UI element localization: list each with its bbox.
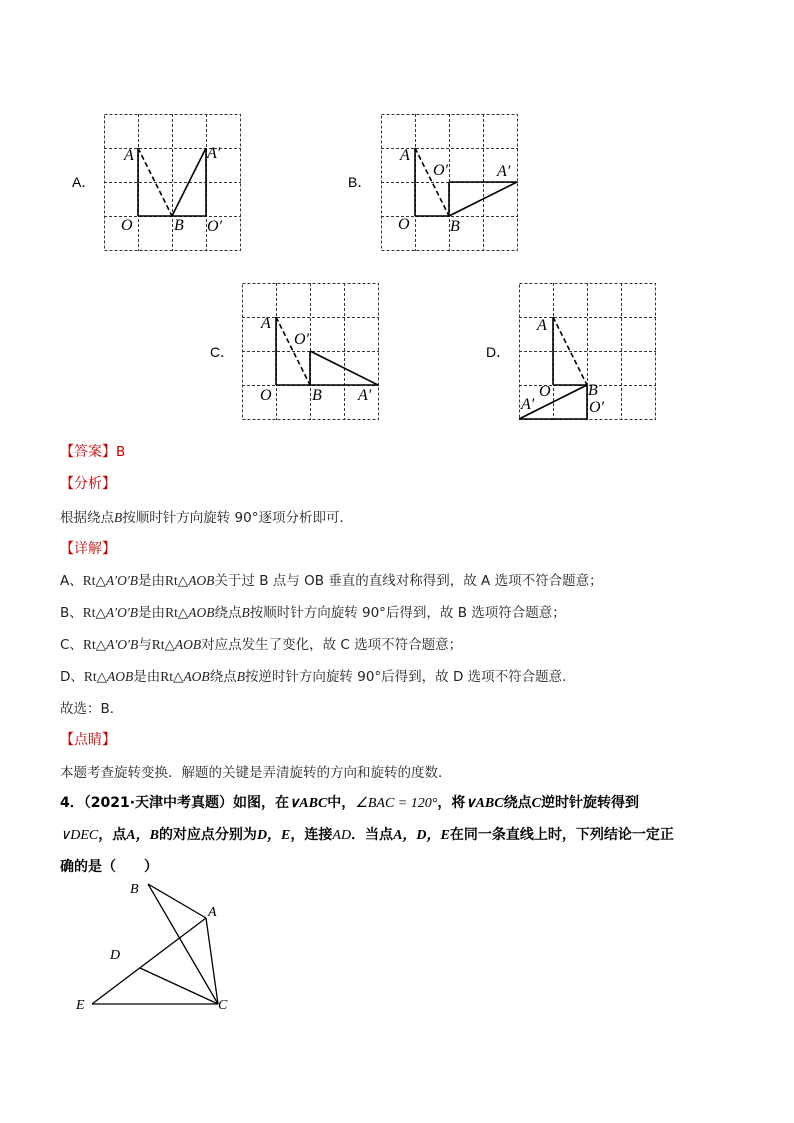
detail-b-tri2: AOB: [188, 605, 215, 620]
label-o: O: [260, 387, 272, 404]
detail-d-rest: 按逆时针方向旋转 90°后得到，故 D 选项不符合题意．: [244, 669, 576, 685]
detail-d-tri2: AOB: [183, 669, 210, 684]
option-b-figure: [381, 114, 518, 251]
label-o-prime: O′: [207, 218, 223, 235]
detail-tag-line: [60, 538, 116, 558]
label-o-prime: O′: [294, 331, 310, 348]
label-a: A: [261, 315, 271, 332]
detail-c-tri2: AOB: [174, 637, 202, 652]
segment-dc: [140, 968, 218, 1004]
label-a-prime: A′: [521, 396, 535, 413]
option-c-figure: [242, 283, 379, 420]
label-o-prime: O′: [589, 399, 605, 416]
segment-ba: [148, 884, 206, 918]
detail-d-rt2: Rt△: [160, 669, 184, 684]
detail-a-mid: 是由: [138, 573, 166, 589]
label-a: A: [537, 317, 547, 334]
q4-triangle-abc-2: ∨ABC: [465, 796, 504, 811]
detail-d-line: [60, 665, 576, 685]
analysis-text: [60, 506, 353, 526]
q4-label-e: E: [76, 998, 85, 1013]
detail-b-around: 绕点: [214, 605, 242, 621]
q4-triangle-diagram: [70, 878, 240, 1018]
comment-tag: 【点睛】: [60, 732, 116, 748]
q4-text-2a: ，点: [98, 827, 127, 843]
q4-triangle-dec: ∨DEC: [60, 828, 99, 843]
label-b: B: [588, 382, 598, 399]
detail-d-prefix: D、: [60, 669, 84, 685]
detail-d-rt1: Rt△: [83, 669, 108, 684]
option-d-figure: [519, 283, 656, 420]
detail-c-rt2: Rt△: [151, 637, 175, 652]
label-o: O: [539, 383, 551, 400]
q4-segment-ad: AD: [332, 828, 352, 843]
detail-c-rest: 对应点发生了变化，故 C 选项不符合题意；: [201, 637, 463, 653]
q4-text-1e: 逆时针旋转得到: [540, 795, 639, 811]
detail-a-tri1: A′O′B: [105, 573, 139, 588]
detail-a-prefix: A、: [60, 573, 83, 589]
q4-point-c: C: [531, 796, 541, 811]
answer-line: [60, 441, 125, 461]
q4-text-2d: ．当点: [351, 827, 394, 843]
question4-line1: [60, 792, 639, 812]
option-a-figure: [104, 114, 241, 251]
detail-b-rt1: Rt△: [82, 605, 106, 620]
label-a-prime: A′: [207, 145, 221, 162]
option-d-letter: D．: [486, 344, 511, 360]
label-o: O: [398, 216, 410, 233]
analysis-pre: 根据绕点: [60, 510, 114, 526]
q4-text-2c: ，连接: [290, 827, 333, 843]
detail-b-prefix: B、: [60, 605, 83, 621]
q4-angle: ∠BAC = 120°: [355, 796, 438, 811]
detail-a-line: [60, 569, 603, 589]
detail-d-mid: 是由: [133, 669, 161, 685]
q4-label-d: D: [110, 948, 121, 963]
option-a-letter: A．: [72, 174, 96, 190]
q4-points-de: D，E: [256, 828, 291, 843]
detail-conclusion: 故选：B．: [60, 701, 124, 717]
analysis-tag: 【分析】: [60, 476, 116, 492]
detail-b-rt2: Rt△: [165, 605, 189, 620]
question4-figure: [70, 878, 240, 1018]
label-b: B: [174, 217, 184, 234]
detail-d-point: B: [236, 669, 245, 684]
detail-tag: 【详解】: [60, 541, 116, 557]
analysis-post: 按顺时针方向旋转 90°逐项分析即可．: [122, 510, 353, 526]
option-c-letter: C．: [210, 344, 235, 360]
q4-text-1d: 绕点: [503, 795, 532, 811]
segment-ac: [206, 918, 218, 1004]
detail-d-around: 绕点: [209, 669, 237, 685]
label-a: A: [400, 147, 410, 164]
q4-label-b: B: [130, 882, 139, 897]
question4-line2: [60, 824, 674, 844]
segment-bc: [148, 884, 218, 1004]
q4-text-1c: ，将: [437, 795, 466, 811]
detail-c-tri1: A′O′B: [106, 637, 139, 652]
answer-tag: 【答案】: [60, 444, 116, 460]
analysis-point: B: [114, 510, 123, 525]
detail-b-point: B: [241, 605, 250, 620]
comment-tag-line: [60, 729, 116, 749]
label-a: A: [124, 147, 134, 164]
q4-text-2e: 在同一条直线上时，下列结论一定正: [449, 827, 674, 843]
q4-text-2b: 的对应点分别为: [158, 827, 257, 843]
question4-line3: 确的是（ ）: [60, 859, 158, 875]
detail-c-prefix: C、: [60, 637, 83, 653]
q4-points-ade: A，D，E: [393, 828, 450, 843]
label-a-prime: A′: [497, 163, 511, 180]
detail-c-mid: 与: [138, 637, 152, 653]
label-o-prime: O′: [433, 162, 449, 179]
detail-b-line: [60, 601, 566, 621]
detail-a-rt2: Rt△: [165, 573, 189, 588]
label-a-prime: A′: [358, 387, 372, 404]
detail-b-mid: 是由: [138, 605, 166, 621]
detail-a-rest: 关于过 B 点与 OB 垂直的直线对称得到，故 A 选项不符合题意；: [214, 573, 603, 589]
detail-d-tri1: AOB: [107, 669, 134, 684]
detail-b-rest: 按顺时针方向旋转 90°后得到，故 B 选项符合题意；: [249, 605, 566, 621]
label-o: O: [121, 217, 133, 234]
detail-c-line: [60, 633, 462, 653]
detail-b-tri1: A′O′B: [105, 605, 139, 620]
detail-a-tri2: AOB: [188, 573, 215, 588]
answer-value: B: [116, 444, 126, 460]
label-b: B: [312, 387, 322, 404]
q4-intro: 4．（2021·天津中考真题）如图，在: [60, 795, 290, 811]
comment-text: 本题考查旋转变换．解题的关键是弄清旋转的方向和旋转的度数．: [60, 765, 452, 781]
label-b: B: [450, 218, 460, 235]
q4-label-c: C: [218, 998, 228, 1013]
q4-label-a: A: [208, 905, 217, 920]
option-b-letter: B．: [348, 174, 372, 190]
q4-text-1b: 中，: [327, 795, 356, 811]
detail-c-rt1: Rt△: [82, 637, 107, 652]
analysis-tag-line: [60, 473, 116, 493]
detail-a-rt1: Rt△: [82, 573, 106, 588]
q4-triangle-abc: ∨ABC: [289, 796, 328, 811]
q4-points-ab: A，B: [126, 828, 159, 843]
